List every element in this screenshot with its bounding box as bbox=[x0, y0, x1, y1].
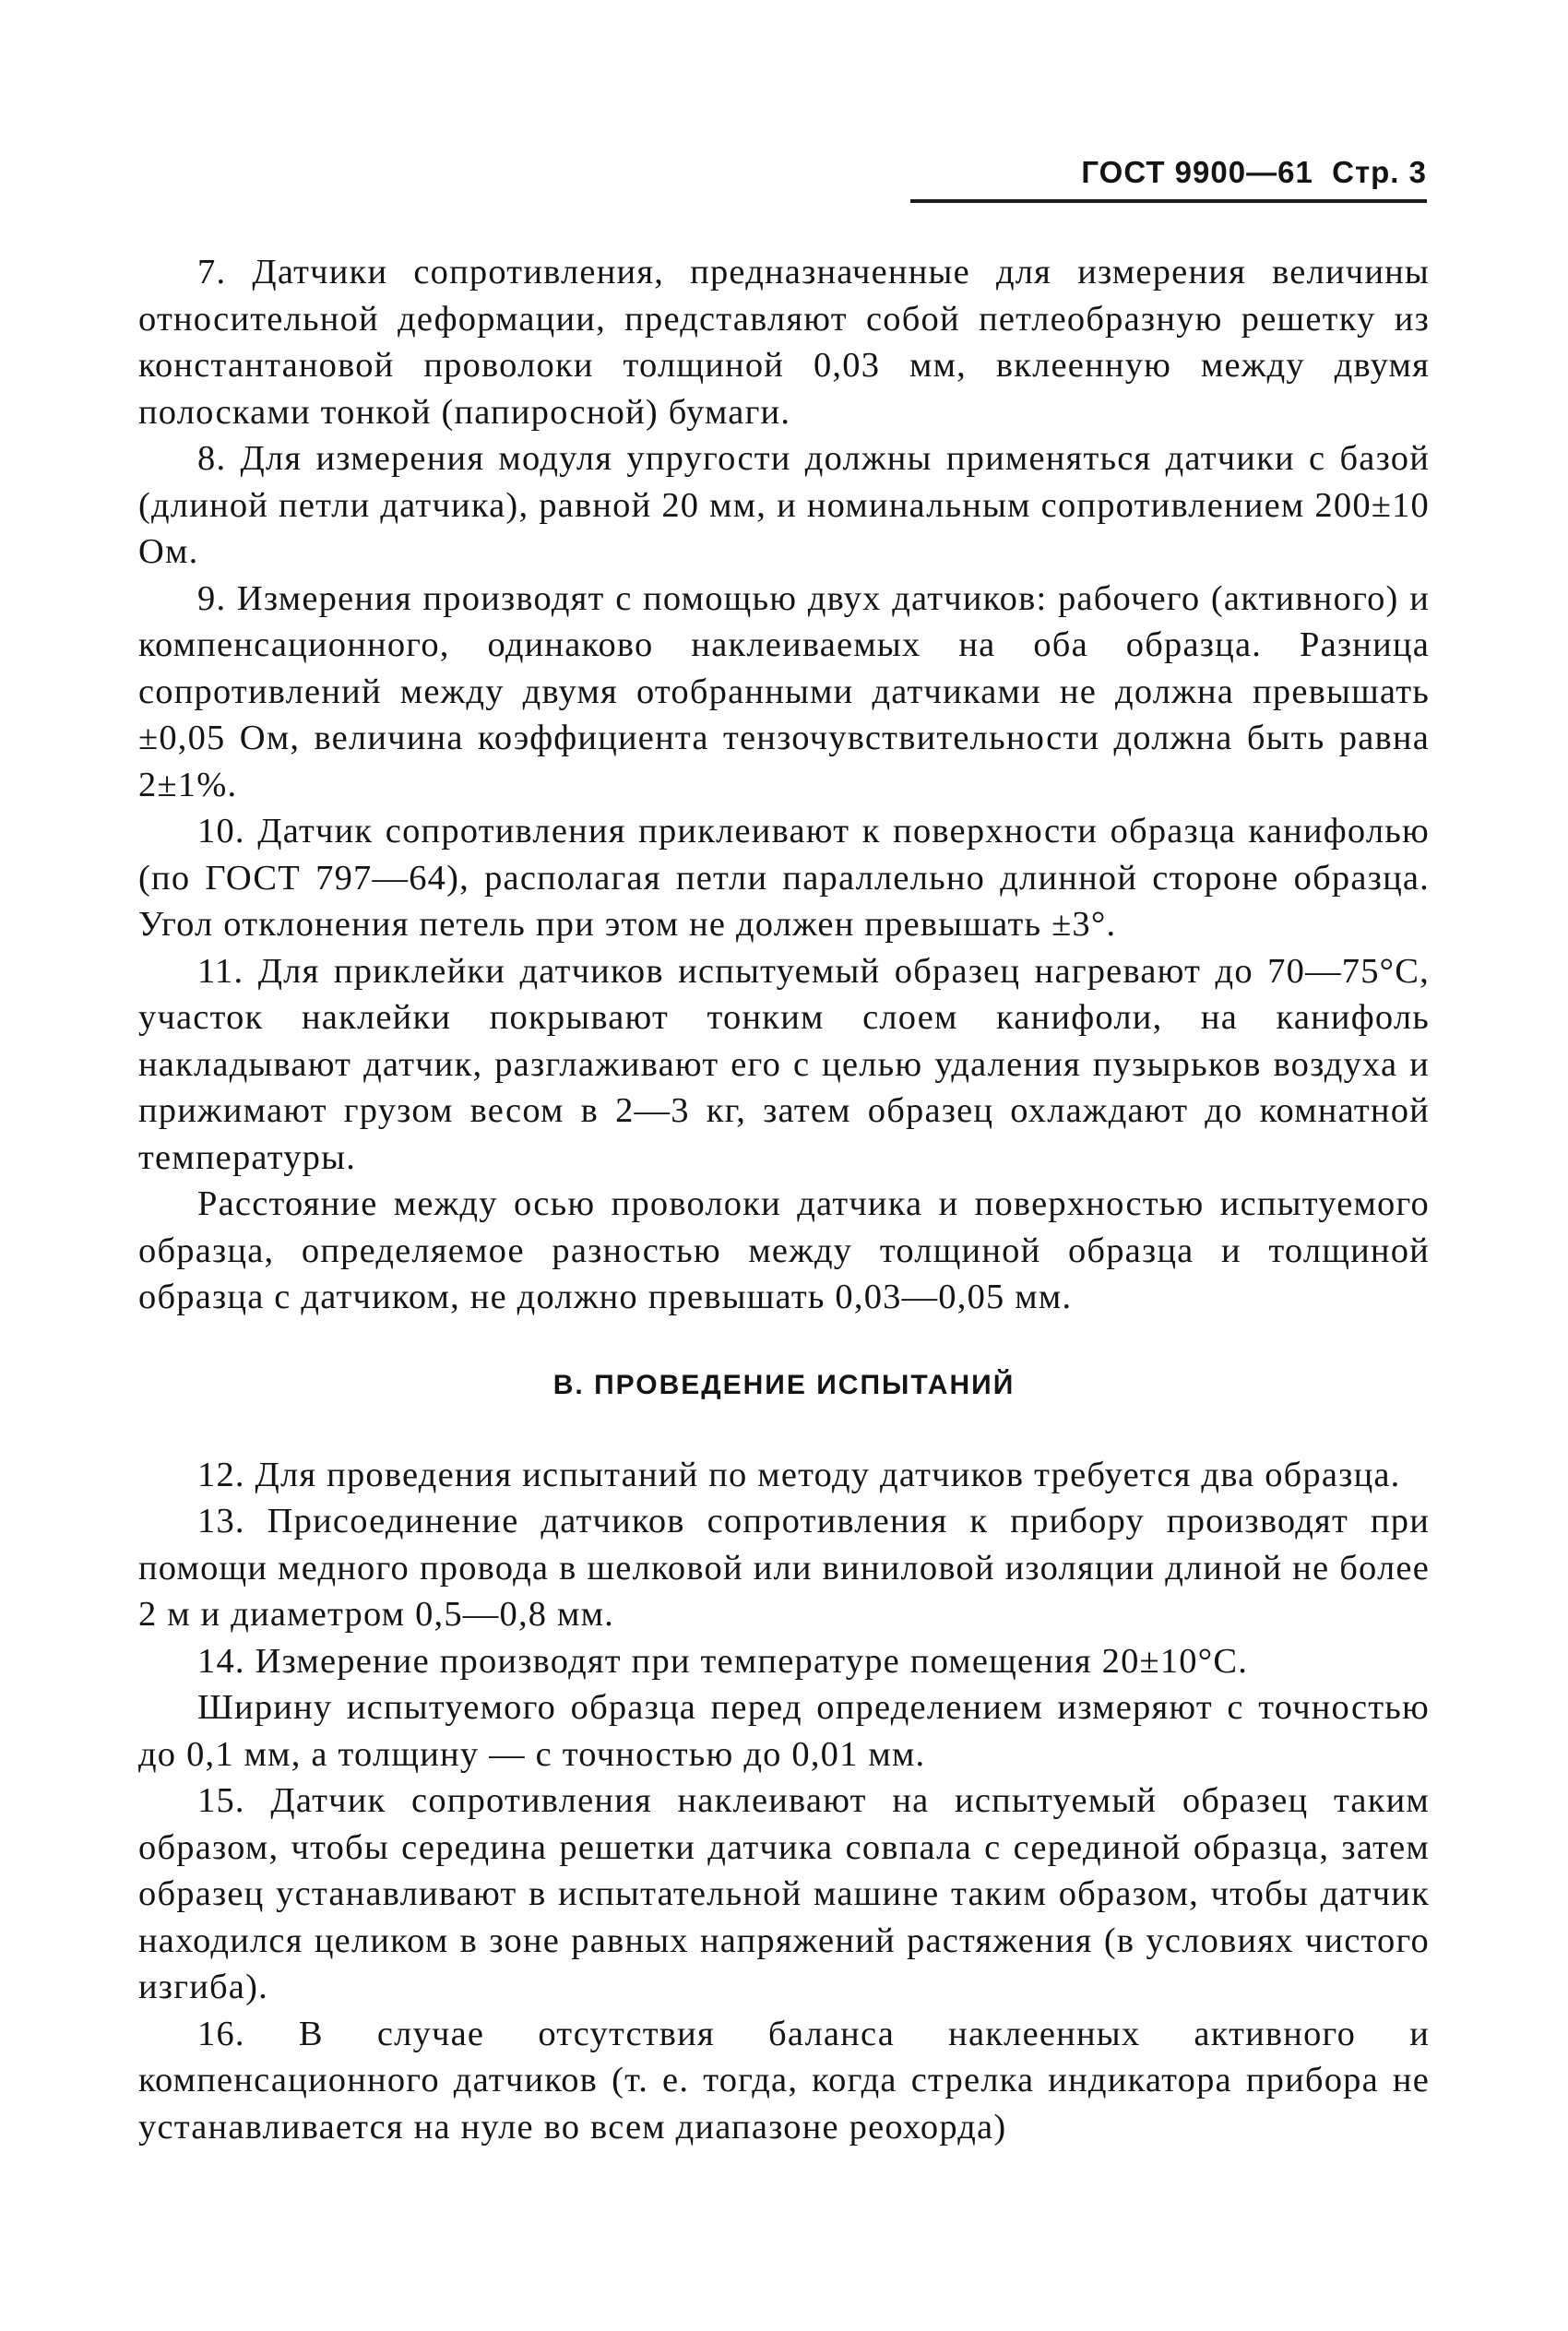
paragraph-item-11-continued: Расстояние между осью проволоки датчика и поверхностью испытуемого образца, определяемое разностью между толщиной образца и толщиной образца с датчиком, не должно превышать 0,03—0,05 мм. bbox=[138, 1184, 1430, 1316]
document-id: ГОСТ 9900—61 bbox=[1081, 155, 1313, 189]
page-number: Стр. 3 bbox=[1332, 155, 1427, 189]
running-header bbox=[910, 155, 1427, 203]
paragraph-item-7: 7. Датчики сопротивления, предназначенные для измерения величины относительной деформации, представляют собой петлеобразную решетку из константановой проволоки толщиной 0,03 мм, вклеенную между двумя полосками тонкой (папиросной) бумаги. bbox=[138, 253, 1430, 432]
page-body bbox=[138, 249, 1430, 2150]
paragraph-item-15: 15. Датчик сопротивления наклеивают на испытуемый образец таким образом, чтобы середина решетки датчика совпала с серединой образца, затем образец устанавливают в испытательной машине таким образом, чтобы датчик находился целиком в зоне равных напряжений растяжения (в условиях чистого изгиба). bbox=[138, 1781, 1430, 2006]
paragraph-item-11: 11. Для приклейки датчиков испытуемый образец нагревают до 70—75°С, участок наклейки покрывают тонким слоем канифоли, на канифоль накладывают датчик, разглаживают его с целью удаления пузырьков воздуха и прижимают грузом весом в 2—3 кг, затем образец охлаждают до комнатной температуры. bbox=[138, 951, 1430, 1177]
paragraph-item-14-continued: Ширину испытуемого образца перед определением измеряют с точностью до 0,1 мм, а толщину — с точностью до 0,01 мм. bbox=[138, 1688, 1430, 1774]
section-heading: В. ПРОВЕДЕНИЕ ИСПЫТАНИЙ bbox=[552, 1369, 1016, 1400]
paragraph-item-12: 12. Для проведения испытаний по методу датчиков требуется два образца. bbox=[197, 1455, 1401, 1494]
paragraph-item-10: 10. Датчик сопротивления приклеивают к поверхности образца канифолью (по ГОСТ 797—64), располагая петли параллельно длинной стороне образца. Угол отклонения петель при этом не должен превышать ±3°. bbox=[138, 812, 1430, 944]
paragraph-item-9: 9. Измерения производят с помощью двух датчиков: рабочего (активного) и компенсационного, одинаково наклеиваемых на оба образца. Разница сопротивлений между двумя отобранными датчиками не должна превышать ±0,05 Ом, величина коэффициента тензочувствительности должна быть равна 2±1%. bbox=[138, 578, 1430, 804]
paragraph-item-14: 14. Измерение производят при температуре помещения 20±10°С. bbox=[197, 1641, 1249, 1681]
paragraph-item-8: 8. Для измерения модуля упругости должны применяться датчики с базой (длиной петли датчика), равной 20 мм, и номинальным сопротивлением 200±10 Ом. bbox=[138, 439, 1430, 571]
paragraph-item-16: 16. В случае отсутствия баланса наклеенных активного и компенсационного датчиков (т. е. тогда, когда стрелка индикатора прибора не устанавливается на нуле во всем диапазоне реохорда) bbox=[138, 2014, 1430, 2147]
paragraph-item-13: 13. Присоединение датчиков сопротивления к прибору производят при помощи медного провода в шелковой или виниловой изоляции длиной не более 2 м и диаметром 0,5—0,8 мм. bbox=[138, 1502, 1430, 1634]
